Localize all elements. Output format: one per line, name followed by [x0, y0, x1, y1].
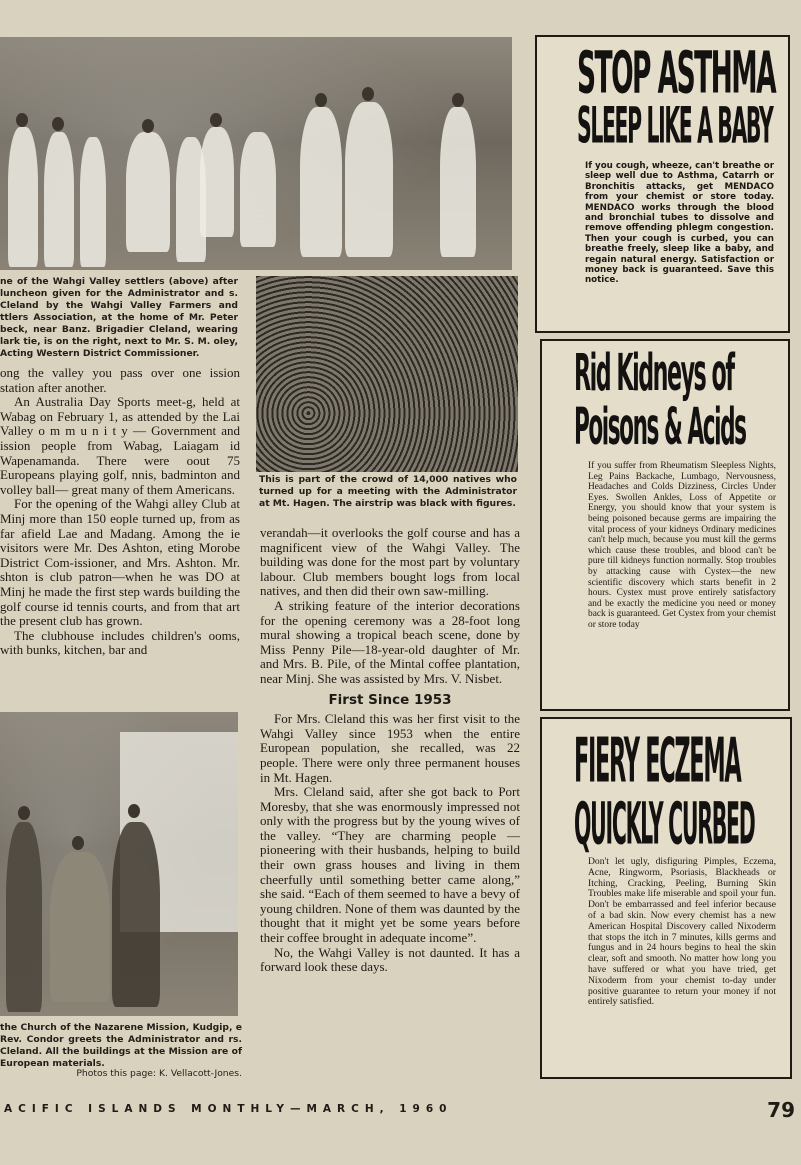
ad-eczema-body: Don't let ugly, disfiguring Pimples, Eczema, Acne, Ringworm, Psoriasis, Blackheads or Itching, Cracking, Peeling, Burning Skin Troubles make life miserable and spoil your fun. Don't be embarrassed and feel inferior because of a bad skin. Now every chemist has a new American Hospital Discovery called Nixoderm that stops the itch in 7 minutes, kills germs and fungus and in 24 hours begins to heal the skin clear, soft and smooth. No matter how long you have suffered or what you have tried, get Nixoderm from your chemist to-day under positive guarantee to return your money if not entirely satisfied. [588, 856, 776, 1008]
paragraph: For the opening of the Wahgi alley Club at Minj more than 150 eople turned up, from as far afield Lae and Madang. Among the ie visitors were Mr. Des Ashton, eting Morobe District Com-issioner, and Mrs. Ashton. Mr. shton is club patron—when he was DO at Minj he made the first step wards building the golf course id tennis courts, and from that art the present club has grown. [0, 496, 240, 629]
ad-eczema [540, 717, 792, 1079]
crowd-caption: This is part of the crowd of 14,000 natives who turned up for a meeting with the Administrator at Mt. Hagen. The airstrip was black with figures. [259, 474, 517, 509]
ad-kidneys-body: If you suffer from Rheumatism Sleepless Nights, Leg Pains Backache, Lumbago, Nervousness, Headaches and Colds Dizziness, Circles Under Eyes. Swollen Ankles, Loss of Appetite or Energy, you should know that your system is being poisoned because germs are impairing the vital process of your kidneys Ordinary medicines can't help much, because you must kill the germs which cause these troubles, and blood can't be pure till kidneys function normally. Stop troubles by attacking cause with Cystex—the new scientific discovery which starts benefit in 2 hours. Cystex must prove entirely satisfactory and be exactly the medicine you need or money back is guaranteed. Get Cystex from your chemist or store today [588, 461, 776, 630]
ad-eczema-headline-1: FIERY ECZEMA [574, 725, 741, 798]
ad-asthma-headline-2: SLEEP LIKE A BABY [577, 98, 773, 156]
crowd-photo [256, 276, 518, 472]
ad-asthma-headline-1: STOP ASTHMA [577, 39, 776, 108]
ad-eczema-headline-2: QUICKLY CURBED [574, 789, 755, 858]
paragraph: For Mrs. Cleland this was her first visit to the Wahgi Valley since 1953 when the entire European population, she recalled, was 22 people. There were only three permanent houses in Mt. Hagen. [260, 711, 520, 785]
article-left-column [0, 366, 240, 658]
mission-photo [0, 712, 238, 1016]
paragraph: The clubhouse includes children's ooms, with bunks, kitchen, bar and [0, 627, 240, 658]
photo-credit: Photos this page: K. Vellacott-Jones. [76, 1068, 242, 1079]
page-footer [0, 1098, 801, 1128]
settlers-caption: ne of the Wahgi Valley settlers (above) after luncheon given for the Administrator and s. Cleland by the Wahgi Valley Farmers and ttlers Association, at the home of Mr. Peter beck, near Banz. Brigadier Cleland, wearing lark tie, is on the right, next to Mr. S. M. oley, Acting Western District Commissioner. [0, 276, 238, 359]
paragraph: No, the Wahgi Valley is not daunted. It has a forward look these days. [260, 944, 520, 975]
paragraph: verandah—it overlooks the golf course and has a magnificent view of the Wahgi Valley. The building was done for the most part by voluntary labour. Club members bought logs from local natives, and then did their own saw-milling. [260, 525, 520, 599]
settlers-photo [0, 37, 512, 270]
ad-kidneys [540, 339, 790, 711]
paragraph: ong the valley you pass over one ission station after another. [0, 365, 240, 395]
ad-asthma-body: If you cough, wheeze, can't breathe or sleep well due to Asthma, Catarrh or Bronchitis attacks, get MENDACO from your chemist or store today. MENDACO works through the blood and bronchial tubes to dissolve and remove offending phlegm congestion. Then your cough is curbed, you can breathe freely, sleep like a baby, and regain natural energy. Satisfaction or money back is guaranteed. Save this notice. [585, 161, 774, 286]
section-subhead: First Since 1953 [328, 691, 452, 708]
page-number: 79 [767, 1098, 795, 1122]
ad-asthma [535, 35, 790, 333]
paragraph: An Australia Day Sports meet-g, held at Wabag on February 1, as attended by the Lai Valley o m m u n i t y — Government and ission people from Wabag, Laiagam id Wapenamanda. There were oout 75 Europeans playing golf, nnis, badminton and volley ball— great many of them Americans. [0, 394, 240, 497]
paragraph: Mrs. Cleland said, after she got back to Port Moresby, that she was enormously impressed not only with the progress but by the young wives of the valley. “They are charming people — pioneering with their husbands, helping to build their own grass houses and living in them cheerfully until something better came along,” she said. “Each of them seemed to have a bevy of young children. None of them was daunted by the thought that it might yet be some years before their coffee brought in adequate income”. [260, 784, 520, 946]
paragraph: A striking feature of the interior decorations for the opening ceremony was a 28-foot long mural showing a tropical beach scene, done by Miss Penny Pile—18-year-old daughter of Mr. and Mrs. B. Pile, of the Mintal coffee plantation, near Minj. She was assisted by Mrs. V. Nisbet. [260, 597, 520, 686]
ad-kidneys-headline-1: Rid Kidneys of [574, 343, 734, 404]
mission-caption: the Church of the Nazarene Mission, Kudgip, e Rev. Condor greets the Administrator and rs. Cleland. All the buildings at the Mission are of European materials. [0, 1022, 242, 1069]
article-middle-column [260, 526, 520, 975]
magazine-name: ACIFIC ISLANDS MONTHLY—MARCH, 1960 [4, 1103, 453, 1115]
ad-kidneys-headline-2: Poisons & Acids [574, 397, 746, 458]
